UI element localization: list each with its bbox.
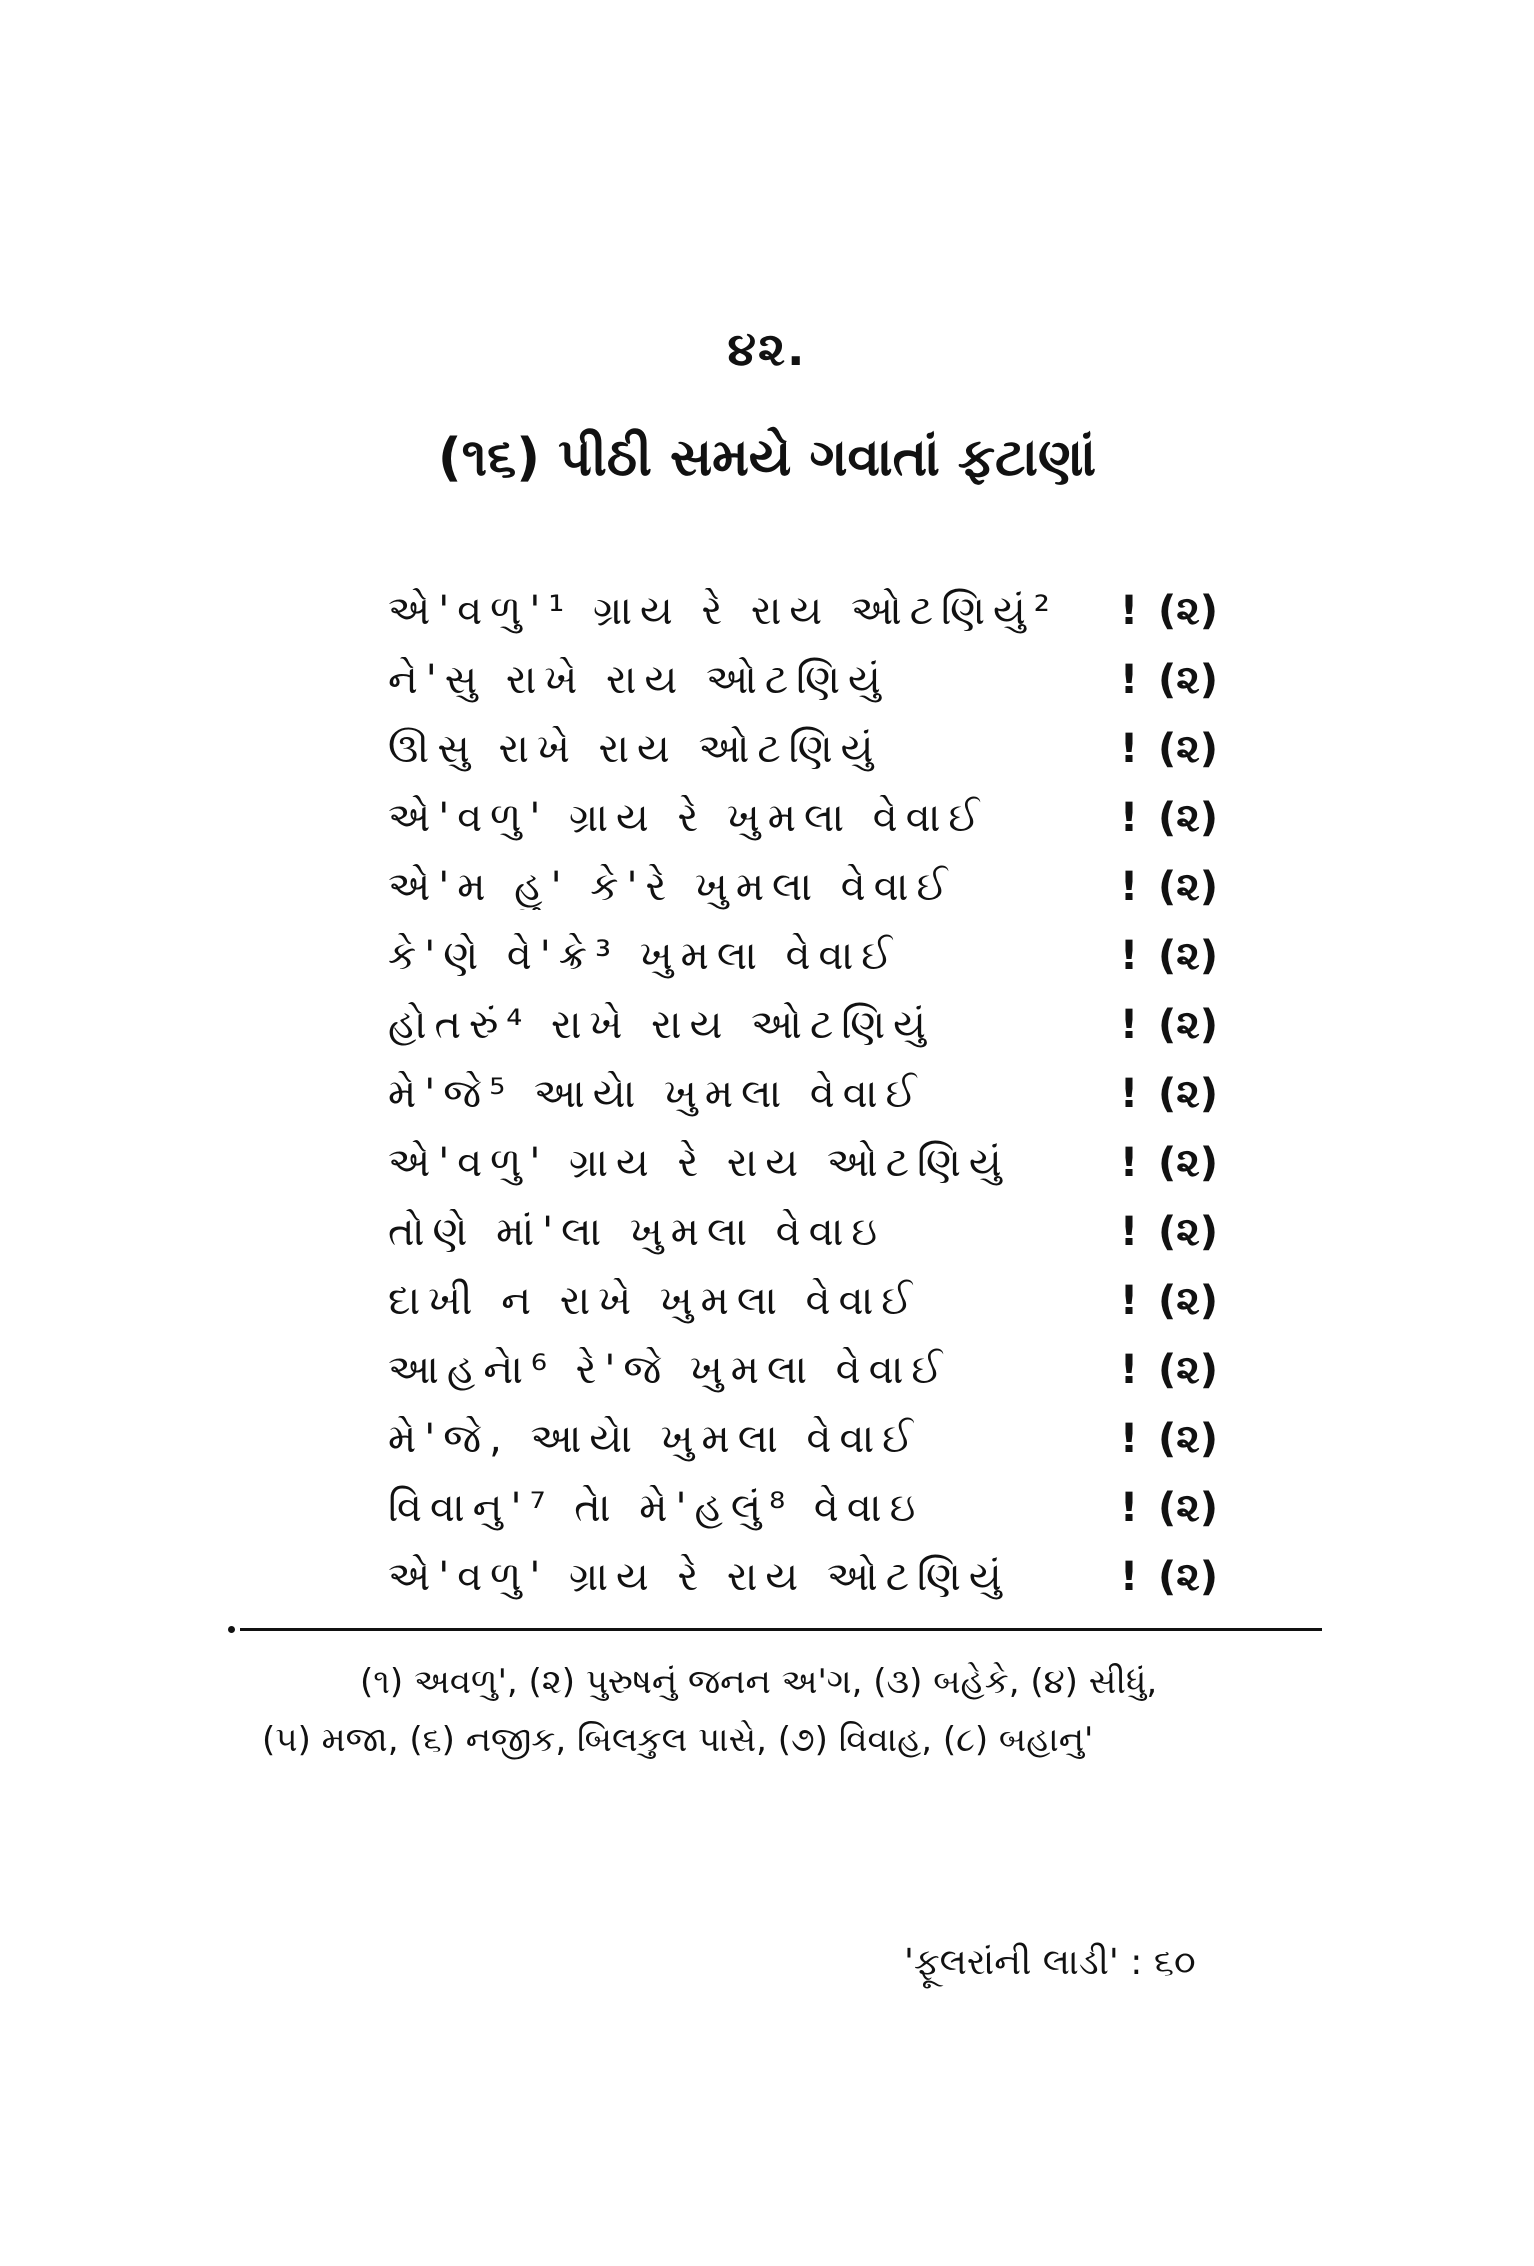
refrain-count: (૨) <box>1157 1554 1218 1600</box>
rule-dot <box>228 1626 235 1633</box>
refrain-count: (૨) <box>1157 726 1218 772</box>
refrain-count: (૨) <box>1157 1140 1218 1186</box>
verse-block <box>388 588 1218 1623</box>
refrain-count: (૨) <box>1157 864 1218 910</box>
verse-text: મે'જે⁵ આયેા ખુમલા વેવાઈ <box>388 1071 925 1117</box>
song-title: (૧૬) પીઠી સમયે ગવાતાં ફટાણાં <box>437 428 1097 488</box>
verse-line <box>388 1416 1218 1485</box>
footnote-line: (૧) અવળુ', (૨) પુરુષનું જનન અ'ગ, (૩) બહેકે, (૪) સીધું, <box>360 1662 1158 1702</box>
verse-line <box>388 864 1218 933</box>
exclamation-mark: ! <box>1119 1278 1139 1324</box>
verse-text: દાખી ન રાખે ખુમલા વેવાઈ <box>388 1278 921 1324</box>
exclamation-mark: ! <box>1119 1554 1139 1600</box>
verse-text: કે'ણે વે'ક્રે³ ખુમલા વેવાઈ <box>388 933 901 979</box>
exclamation-mark: ! <box>1119 933 1139 979</box>
verse-text: આહનેા⁶ રે'જે ખુમલા વેવાઈ <box>388 1347 951 1393</box>
verse-line <box>388 1209 1218 1278</box>
refrain-count: (૨) <box>1157 1278 1218 1324</box>
exclamation-mark: ! <box>1119 1071 1139 1117</box>
exclamation-mark: ! <box>1119 1140 1139 1186</box>
verse-line <box>388 1071 1218 1140</box>
footnote-divider <box>240 1628 1322 1631</box>
verse-line <box>388 1002 1218 1071</box>
exclamation-mark: ! <box>1119 864 1139 910</box>
verse-line <box>388 1347 1218 1416</box>
verse-line <box>388 1278 1218 1347</box>
refrain-count: (૨) <box>1157 1071 1218 1117</box>
verse-text: ને'સુ રાખે રાય ઓટણિયું <box>388 657 889 703</box>
verse-line <box>388 1140 1218 1209</box>
exclamation-mark: ! <box>1119 1347 1139 1393</box>
verse-text: એ'વળુ' ગ્રાય રે રાય ઓટણિયું <box>388 1140 1010 1186</box>
verse-line <box>388 726 1218 795</box>
verse-text: મે'જે, આયેા ખુમલા વેવાઈ <box>388 1416 922 1462</box>
verse-text: હોતરું⁴ રાખે રાય ઓટણિયું <box>388 1002 934 1048</box>
refrain-count: (૨) <box>1157 1002 1218 1048</box>
refrain-count: (૨) <box>1157 1347 1218 1393</box>
refrain-count: (૨) <box>1157 1416 1218 1462</box>
exclamation-mark: ! <box>1119 1485 1139 1531</box>
verse-line <box>388 657 1218 726</box>
verse-text: એ'વળુ'¹ ગ્રાય રે રાય ઓટણિયું² <box>388 588 1058 634</box>
refrain-count: (૨) <box>1157 657 1218 703</box>
page-number: ૪૨. <box>727 322 807 376</box>
verse-line <box>388 795 1218 864</box>
verse-line <box>388 588 1218 657</box>
exclamation-mark: ! <box>1119 1416 1139 1462</box>
refrain-count: (૨) <box>1157 795 1218 841</box>
verse-line <box>388 1485 1218 1554</box>
verse-text: ઊસુ રાખે રાય ઓટણિયું <box>388 726 882 772</box>
verse-text: એ'વળુ' ગ્રાય રે રાય ઓટણિયું <box>388 1554 1010 1600</box>
exclamation-mark: ! <box>1119 795 1139 841</box>
verse-line <box>388 933 1218 1002</box>
verse-line <box>388 1554 1218 1623</box>
exclamation-mark: ! <box>1119 1002 1139 1048</box>
exclamation-mark: ! <box>1119 588 1139 634</box>
refrain-count: (૨) <box>1157 588 1218 634</box>
refrain-count: (૨) <box>1157 1485 1218 1531</box>
verse-text: એ'મ હુ' કે'રે ખુમલા વેવાઈ <box>388 864 956 910</box>
verse-text: વિવાનુ'⁷ તેા મે'હલું⁸ વેવાઇ <box>388 1485 924 1531</box>
page-footer: 'ફૂલરાંની લાડી' : ૬૦ <box>904 1942 1196 1983</box>
verse-text: તોણે માં'લા ખુમલા વેવાઇ <box>388 1209 886 1255</box>
refrain-count: (૨) <box>1157 1209 1218 1255</box>
exclamation-mark: ! <box>1119 1209 1139 1255</box>
footnote-line: (૫) મજા, (૬) નજીક, બિલકુલ પાસે, (૭) વિવાહ, (૮) બહાનુ' <box>262 1720 1094 1760</box>
refrain-count: (૨) <box>1157 933 1218 979</box>
exclamation-mark: ! <box>1119 657 1139 703</box>
exclamation-mark: ! <box>1119 726 1139 772</box>
verse-text: એ'વળુ' ગ્રાય રે ખુમલા વેવાઈ <box>388 795 988 841</box>
